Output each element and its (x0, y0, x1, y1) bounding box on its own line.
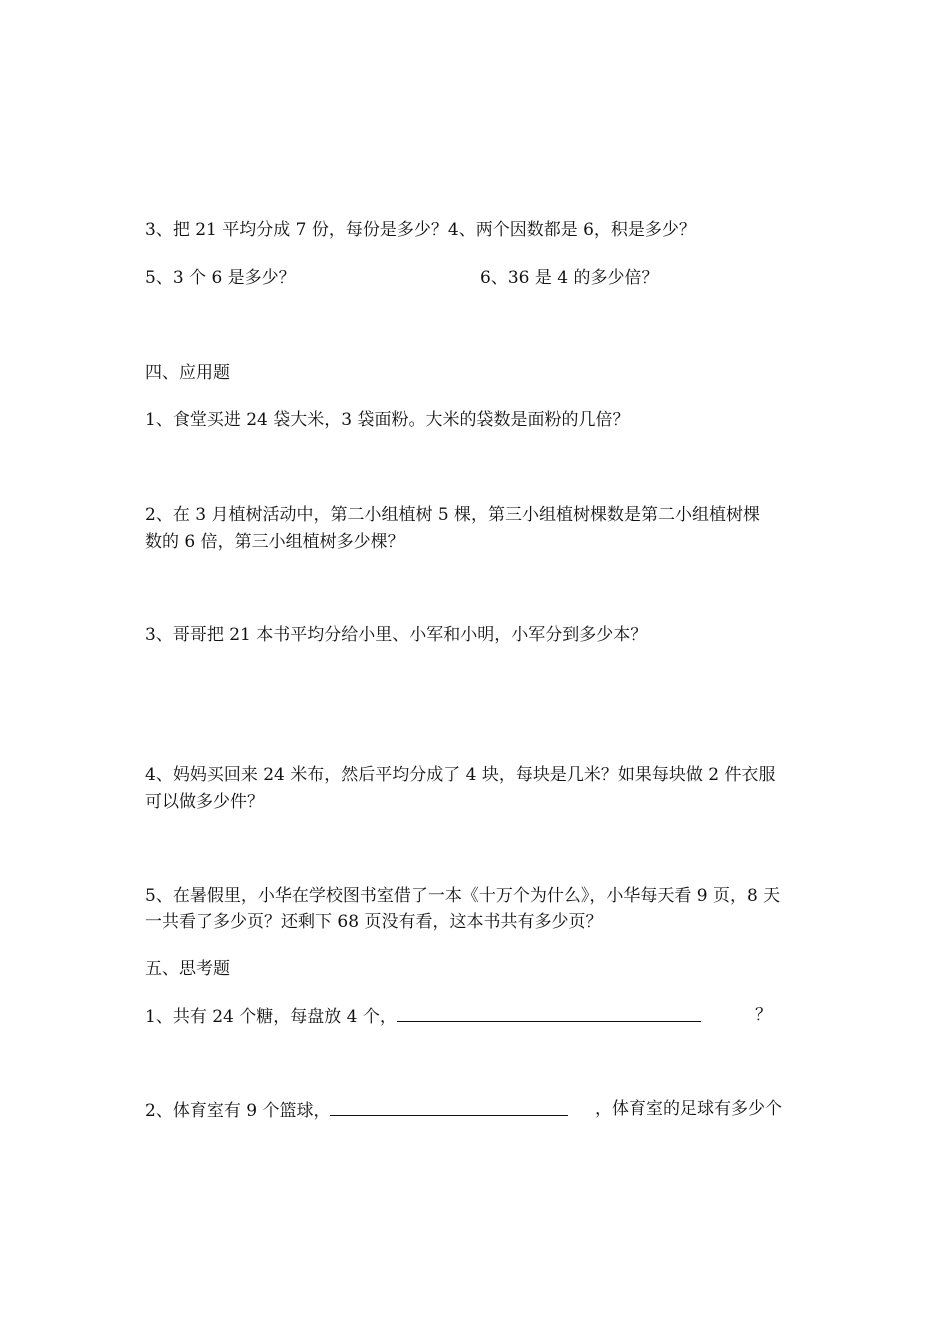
thinking-question-1-suffix: ？ (755, 1005, 772, 1025)
thinking-question-2-prefix: 2、体育室有 9 个篮球， (145, 1101, 331, 1121)
question-5: 5、3 个 6 是多少？ (145, 268, 296, 288)
applied-question-5-line-1: 5、在暑假里，小华在学校图书室借了一本《十万个为什么》，小华每天看 9 页，8 天 (145, 886, 781, 906)
applied-question-1: 1、食堂买进 24 袋大米，3 袋面粉。大米的袋数是面粉的几倍？ (145, 410, 630, 430)
applied-question-2-line-1: 2、在 3 月植树活动中，第二小组植树 5 棵，第三小组植树棵数是第二小组植树棵 (145, 505, 761, 525)
thinking-question-1-prefix: 1、共有 24 个糖，每盘放 4 个， (145, 1007, 397, 1027)
applied-question-3: 3、哥哥把 21 本书平均分给小里、小军和小明，小军分到多少本？ (145, 625, 648, 645)
thinking-question-2 (145, 1097, 568, 1123)
applied-question-4-line-2: 可以做多少件？ (145, 792, 264, 812)
question-3-4: 3、把 21 平均分成 7 份，每份是多少？4、两个因数都是 6，积是多少？ (145, 220, 696, 240)
question-6: 6、36 是 4 的多少倍？ (480, 268, 659, 288)
thinking-question-1 (145, 1003, 701, 1029)
section-4-heading: 四、应用题 (145, 363, 230, 383)
applied-question-2-line-2: 数的 6 倍，第三小组植树多少棵？ (145, 532, 405, 552)
applied-question-4-line-1: 4、妈妈买回来 24 米布，然后平均分成了 4 块，每块是几米？如果每块做 2 件衣服 (145, 765, 776, 785)
thinking-question-2-suffix: ，体育室的足球有多少个 (595, 1099, 782, 1119)
answer-blank-1[interactable] (397, 1003, 701, 1022)
applied-question-5-line-2: 一共看了多少页？还剩下 68 页没有看，这本书共有多少页？ (145, 912, 603, 932)
section-5-heading: 五、思考题 (145, 959, 230, 979)
answer-blank-2[interactable] (330, 1097, 568, 1116)
